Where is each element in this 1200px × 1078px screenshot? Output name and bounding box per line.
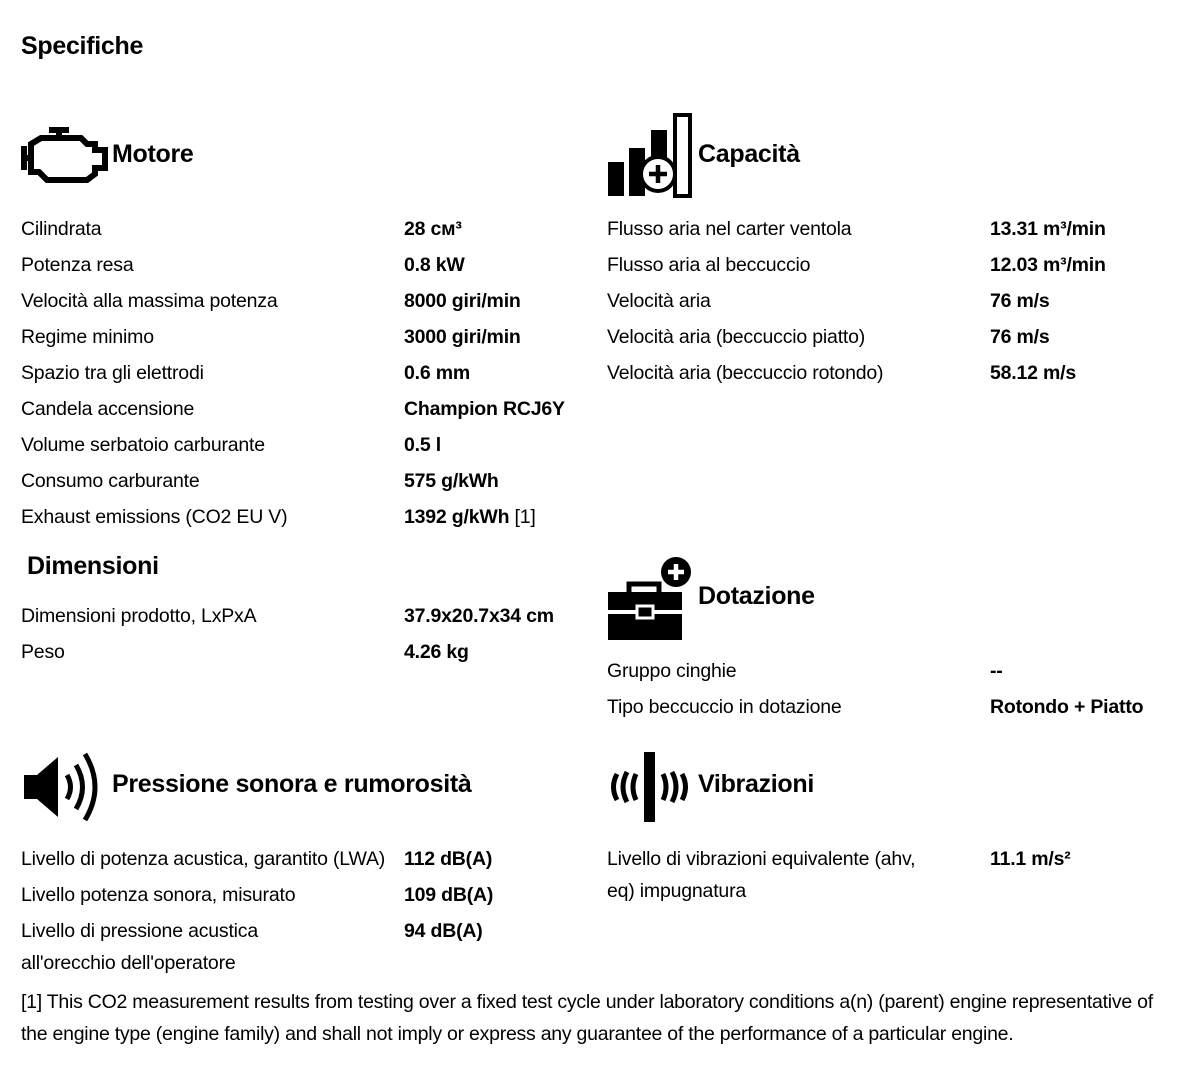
spec-label: Tipo beccuccio in dotazione bbox=[607, 696, 842, 718]
spec-value: 0.6 mm bbox=[404, 362, 471, 384]
spec-label: Regime minimo bbox=[21, 326, 154, 348]
spec-label: Peso bbox=[21, 641, 65, 663]
spec-value: Rotondo + Piatto bbox=[990, 696, 1144, 718]
speaker-icon bbox=[21, 750, 109, 824]
spec-value-text: 1392 g/kWh bbox=[404, 506, 510, 528]
spec-value: 575 g/kWh bbox=[404, 470, 499, 492]
spec-value: 13.31 m³/min bbox=[990, 218, 1106, 240]
spec-value: 4.26 kg bbox=[404, 641, 469, 663]
spec-label: Gruppo cinghie bbox=[607, 660, 737, 682]
spec-label: Livello di vibrazioni equivalente (ahv, eq) impugnatura bbox=[607, 848, 916, 902]
page-title: Specifiche bbox=[21, 32, 144, 60]
footnote-ref: [1] bbox=[514, 506, 536, 528]
spec-label: Flusso aria al beccuccio bbox=[607, 254, 811, 276]
spec-value: 37.9x20.7x34 cm bbox=[404, 605, 554, 627]
spec-value: 94 dB(A) bbox=[404, 920, 483, 942]
section-title-capacita: Capacità bbox=[698, 140, 800, 168]
spec-value bbox=[404, 501, 536, 533]
spec-value: 109 dB(A) bbox=[404, 884, 494, 906]
section-title-vibrazioni: Vibrazioni bbox=[698, 770, 815, 798]
spec-value: 76 m/s bbox=[990, 290, 1050, 312]
spec-label: Volume serbatoio carburante bbox=[21, 434, 265, 456]
spec-value: 12.03 m³/min bbox=[990, 254, 1106, 276]
spec-label: Velocità aria bbox=[607, 290, 711, 312]
spec-value: 76 m/s bbox=[990, 326, 1050, 348]
spec-label: Velocità aria (beccuccio piatto) bbox=[607, 326, 866, 348]
spec-label: Potenza resa bbox=[21, 254, 134, 276]
spec-value: 28 см³ bbox=[404, 218, 462, 240]
spec-label: Dimensioni prodotto, LxPxA bbox=[21, 605, 257, 627]
vibration-icon bbox=[607, 750, 695, 824]
spec-value: -- bbox=[990, 660, 1003, 682]
spec-value: 3000 giri/min bbox=[404, 326, 521, 348]
engine-icon bbox=[21, 126, 109, 184]
spec-value: 8000 giri/min bbox=[404, 290, 521, 312]
spec-label: Velocità aria (beccuccio rotondo) bbox=[607, 362, 884, 384]
spec-label: Consumo carburante bbox=[21, 470, 200, 492]
spec-value: 0.8 kW bbox=[404, 254, 465, 276]
section-title-dotazione: Dotazione bbox=[698, 582, 815, 610]
spec-value: 58.12 m/s bbox=[990, 362, 1077, 384]
spec-label: Cilindrata bbox=[21, 218, 102, 240]
spec-value: 0.5 l bbox=[404, 434, 441, 456]
toolbox-plus-icon bbox=[607, 556, 695, 642]
section-title-rumorosita: Pressione sonora e rumorosità bbox=[112, 770, 472, 798]
spec-label: Exhaust emissions (CO2 EU V) bbox=[21, 506, 288, 528]
spec-value: 11.1 m/s² bbox=[990, 848, 1071, 870]
spec-label: Livello di pressione acustica all'orecchio dell'operatore bbox=[21, 920, 258, 974]
capacity-icon bbox=[607, 112, 695, 198]
spec-label: Velocità alla massima potenza bbox=[21, 290, 278, 312]
spec-value: 112 dB(A) bbox=[404, 848, 493, 870]
spec-label: Livello di potenza acustica, garantito (LWA) bbox=[21, 848, 386, 870]
spec-label: Candela accensione bbox=[21, 398, 195, 420]
spec-label: Flusso aria nel carter ventola bbox=[607, 218, 852, 240]
section-title-dimensioni: Dimensioni bbox=[27, 552, 159, 580]
footnote: [1] This CO2 measurement results from testing over a fixed test cycle under laboratory conditions a(n) (parent) engine representative of the engine type (engine family) and shall not imply or express any guarantee of the performance of a particular engine. bbox=[21, 991, 1153, 1045]
spec-label: Livello potenza sonora, misurato bbox=[21, 884, 296, 906]
spec-label: Spazio tra gli elettrodi bbox=[21, 362, 204, 384]
section-title-motore: Motore bbox=[112, 140, 194, 168]
spec-value: Champion RCJ6Y bbox=[404, 398, 565, 420]
